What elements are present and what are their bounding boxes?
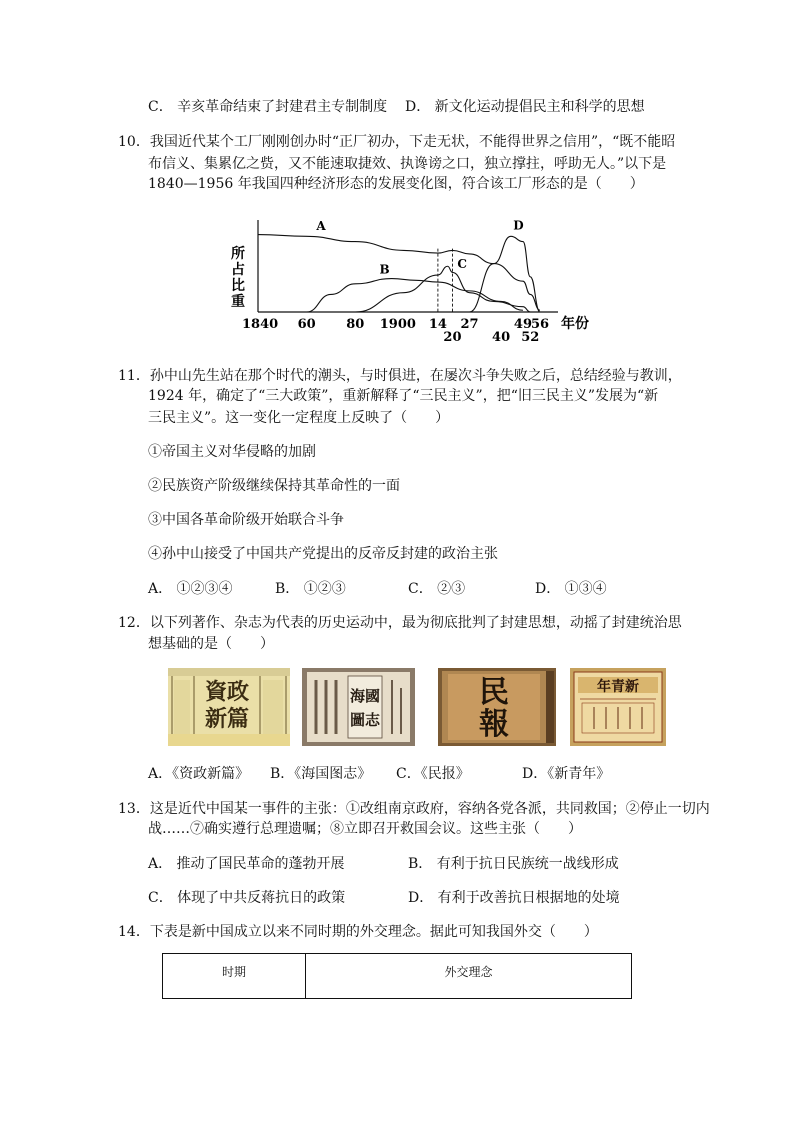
ylabel-char-2: 占 xyxy=(231,262,245,278)
q11-line-3: 三民主义”。这一变化一定程度上反映了（ ） xyxy=(148,410,450,426)
q13-line-2: 战……⑦确实遵行总理遗嘱；⑧立即召开救国会议。这些主张（ ） xyxy=(148,821,582,837)
q12-line-2: 想基础的是（ ） xyxy=(148,636,274,652)
table-header-row xyxy=(163,954,632,999)
ylabel-char-1: 所 xyxy=(231,246,245,262)
ylabel-char-3: 比 xyxy=(231,278,245,294)
q11-option-a: A． ①②③④ xyxy=(148,581,233,597)
q11-line-1: 11．孙中山先生站在那个时代的潮头，与时俱进，在屡次斗争失败之后，总结经验与教训， xyxy=(118,368,682,384)
q10-line-3: 1840—1956 年我国四种经济形态的发展变化图，符合该工厂形态的是（ ） xyxy=(148,176,644,192)
q11-option-b: B． ①②③ xyxy=(275,581,346,597)
zizheng-xinpian-cover xyxy=(168,668,290,746)
x-tick-bottom-40: 40 xyxy=(492,330,511,345)
zizheng-title-char-1: 資政 xyxy=(204,679,250,705)
q12-line-1: 12．以下列著作、杂志为代表的历史运动中，最为彻底批判了封建思想，动摇了封建统治思 xyxy=(118,615,682,631)
minbao-title-char-2: 報 xyxy=(479,707,509,742)
x-tick-top-60: 60 xyxy=(297,317,316,332)
x-tick-top-56: 56 xyxy=(530,317,550,332)
q13-option-b: B． 有利于抗日民族统一战线形成 xyxy=(408,856,619,872)
q10-line-1: 10．我国近代某个工厂刚刚创办时“正厂初办，下走无状，不能得世界之信用”，“既不能昭 xyxy=(118,134,676,150)
q14-line: 14．下表是新中国成立以来不同时期的外交理念。据此可知我国外交（ ） xyxy=(118,924,598,940)
q11-item-3: ③中国各革命阶级开始联合斗争 xyxy=(148,512,344,528)
q12-option-d: D．《新青年》 xyxy=(522,766,611,782)
x-tick-top-80: 80 xyxy=(346,317,365,332)
haiguo-tuzhi-cover xyxy=(302,668,415,746)
table-header-idea: 外交理念 xyxy=(306,954,632,999)
x-tick-bottom-52: 52 xyxy=(521,330,540,345)
zizheng-title-char-2: 新篇 xyxy=(204,706,250,732)
series-line-d xyxy=(470,236,541,312)
series-line-a xyxy=(258,235,540,311)
q13-option-a: A． 推动了国民革命的蓬勃开展 xyxy=(148,856,345,872)
xinqingnian-title: 年青新 xyxy=(597,679,639,695)
minbao-title-char-1: 民 xyxy=(479,675,509,710)
q13-line-1: 13．这是近代中国某一事件的主张：①改组南京政府，容纳各党各派，共同救国；②停止一切内 xyxy=(118,801,710,817)
series-label-c: C xyxy=(457,257,467,271)
ylabel-char-4: 重 xyxy=(231,294,245,310)
xlabel: 年份 xyxy=(561,316,589,332)
q13-option-c: C． 体现了中共反蒋抗日的政策 xyxy=(148,890,346,906)
series-label-a: A xyxy=(316,219,326,234)
x-tick-bottom-20: 20 xyxy=(443,330,462,345)
table-header-period: 时期 xyxy=(163,954,306,999)
q11-item-1: ①帝国主义对华侵略的加剧 xyxy=(148,444,316,460)
series-label-d: D xyxy=(513,218,524,233)
q11-line-2: 1924 年，确定了“三大政策”，重新解释了“三民主义”，把“旧三民主义”发展为“新 xyxy=(148,388,659,404)
q12-option-b: B．《海国图志》 xyxy=(270,766,372,782)
q13-option-d: D． 有利于改善抗日根据地的处境 xyxy=(408,890,620,906)
series-label-b: B xyxy=(379,262,390,277)
x-tick-top-14: 14 xyxy=(428,317,447,332)
q12-option-c: C．《民报》 xyxy=(396,766,470,782)
haiguo-title-line-1: 海國 xyxy=(349,687,381,705)
minbao-cover xyxy=(438,668,556,746)
q11-option-d: D． ①③④ xyxy=(535,581,607,597)
q11-item-4: ④孙中山接受了中国共产党提出的反帝反封建的政治主张 xyxy=(148,546,498,562)
economy-chart xyxy=(228,210,628,345)
haiguo-title-line-2: 圖志 xyxy=(349,711,381,729)
q10-line-2: 布信义、集累亿之赀，又不能速取捷效、执谗谤之口，独立撑拄，呼助无人。”以下是 xyxy=(148,156,667,172)
x-tick-top-49: 49 xyxy=(513,317,533,332)
x-tick-top-27: 27 xyxy=(460,317,479,332)
x-tick-top-1900: 1900 xyxy=(379,317,416,332)
xinqingnian-cover xyxy=(570,668,666,746)
q9-option-c: C． 辛亥革命结束了封建君主专制制度 xyxy=(148,99,388,115)
q11-option-c: C． ②③ xyxy=(408,581,466,597)
x-tick-top-1840: 1840 xyxy=(242,317,279,332)
series-line-b xyxy=(307,279,523,312)
q11-item-2: ②民族资产阶级继续保持其革命性的一面 xyxy=(148,478,400,494)
q12-option-a: A．《资政新篇》 xyxy=(148,766,250,782)
q9-option-d: D． 新文化运动提倡民主和科学的思想 xyxy=(405,99,645,115)
diplomacy-table xyxy=(162,953,632,999)
